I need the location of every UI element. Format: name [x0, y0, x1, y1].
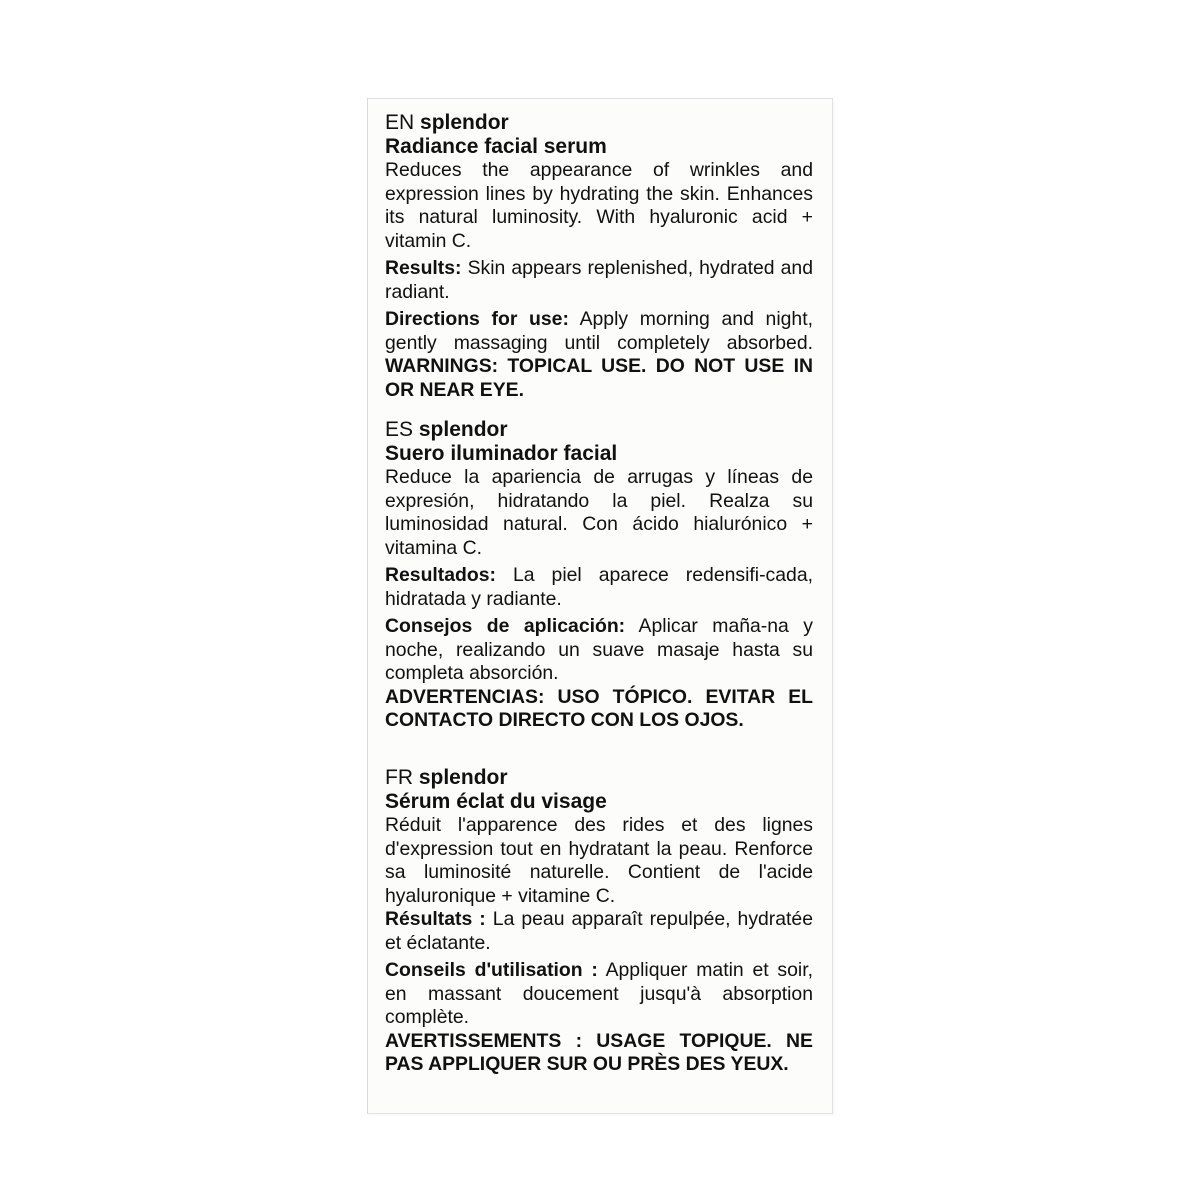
warnings-fr: AVERTISSEMENTS : USAGE TOPIQUE. NE PAS APPLIQUER SUR OU PRÈS DES YEUX.: [385, 1029, 813, 1075]
product-label-panel: [367, 98, 833, 1114]
product-name-es: Suero iluminador facial: [385, 442, 618, 465]
directions-text-fr: Appliquer matin et soir, en massant doucement jusqu'à absorption complète.: [385, 959, 813, 1028]
results-text-en: Skin appears replenished, hydrated and radiant.: [385, 257, 813, 303]
directions-fr: [385, 959, 813, 1030]
directions-en: [385, 308, 813, 402]
warnings-en: WARNINGS: TOPICAL USE. DO NOT USE IN OR NEAR EYE.: [385, 355, 813, 401]
brand-line-en: [385, 111, 813, 135]
results-en: [385, 257, 813, 304]
directions-label-es: Consejos de aplicación:: [385, 615, 626, 637]
product-name-en: Radiance facial serum: [385, 135, 607, 158]
brand-line-es: [385, 418, 813, 442]
brand-name-es: splendor: [418, 418, 508, 441]
directions-label-en: Directions for use:: [385, 308, 569, 330]
section-english: [385, 111, 813, 402]
results-es: [385, 564, 813, 611]
section-french: [385, 766, 813, 1077]
product-name-fr: Sérum éclat du visage: [385, 790, 607, 813]
brand-name-en: splendor: [420, 111, 509, 134]
language-code-es: ES: [385, 418, 414, 441]
language-code-fr: FR: [385, 766, 413, 789]
results-text-es: La piel aparece redensifi-cada, hidratada y radiante.: [385, 564, 813, 610]
description-en: Reduces the appearance of wrinkles and expression lines by hydrating the skin. Enhances its natural luminosity. With hyaluronic acid + vitamin C.: [385, 159, 813, 252]
brand-name-fr: splendor: [418, 766, 508, 789]
results-fr: [385, 908, 813, 955]
results-label-es: Resultados:: [385, 564, 496, 586]
language-code-en: EN: [385, 111, 415, 134]
directions-es: [385, 615, 813, 686]
description-es: Reduce la apariencia de arrugas y líneas de expresión, hidratando la piel. Realza su luminosidad natural. Con ácido hialurónico + vitamina C.: [385, 466, 813, 559]
directions-text-en: Apply morning and night, gently massaging until completely absorbed.: [385, 308, 813, 354]
directions-text-es: Aplicar maña-na y noche, realizando un suave masaje hasta su completa absorción.: [385, 615, 813, 684]
directions-label-fr: Conseils d'utilisation :: [385, 959, 598, 981]
results-label-fr: Résultats :: [385, 908, 486, 930]
results-text-fr: La peau apparaît repulpée, hydratée et éclatante.: [385, 908, 813, 954]
brand-line-fr: [385, 766, 813, 790]
results-label-en: Results:: [385, 257, 462, 279]
description-fr: Réduit l'apparence des rides et des lignes d'expression tout en hydratant la peau. Renforce sa luminosité naturelle. Contient de l'acide hyaluronique + vitamine C.: [385, 814, 813, 907]
warnings-es: ADVERTENCIAS: USO TÓPICO. EVITAR EL CONTACTO DIRECTO CON LOS OJOS.: [385, 685, 813, 731]
section-spanish: [385, 418, 813, 733]
